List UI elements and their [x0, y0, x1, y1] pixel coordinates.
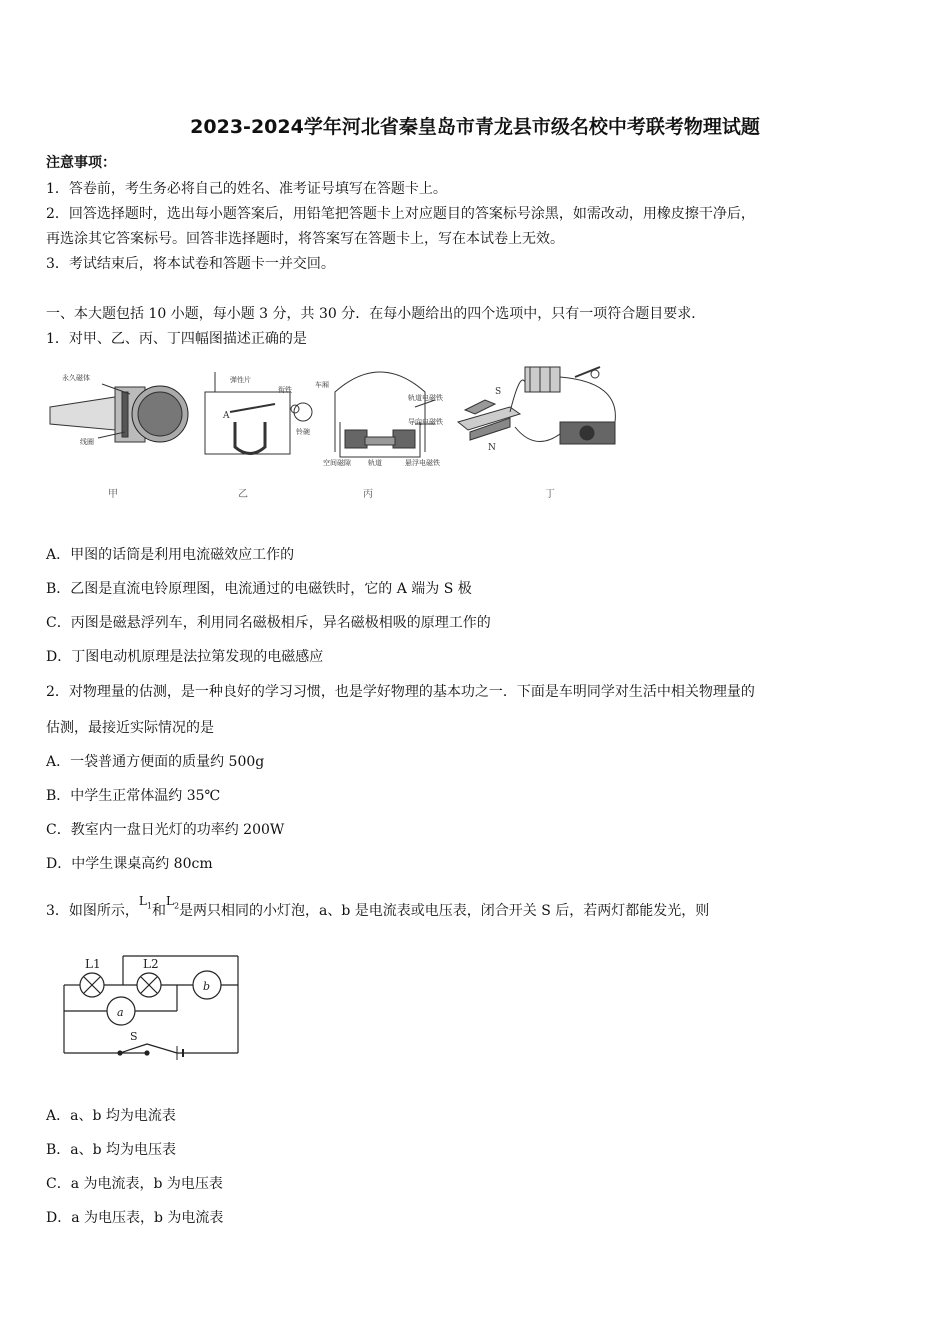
- q3-and: 和: [151, 903, 166, 919]
- figure-ding: [458, 367, 615, 444]
- page-title: 2023-2024学年河北省秦皇岛市青龙县市级名校中考联考物理试题: [190, 116, 760, 138]
- q2-option-d: D．中学生课桌高约 80cm: [46, 856, 213, 872]
- label-b: b: [203, 980, 211, 993]
- label-a: a: [117, 1006, 124, 1019]
- q3-stem-prefix: 3．如图所示，: [46, 903, 139, 919]
- question-2-stem-cont: 估测，最接近实际情况的是: [46, 720, 214, 736]
- label-rail: 轨道: [368, 459, 382, 467]
- q2-option-c: C．教室内一盘日光灯的功率约 200W: [46, 822, 285, 838]
- label-l1: L1: [85, 957, 101, 971]
- question-1-stem: 1．对甲、乙、丙、丁四幅图描述正确的是: [46, 331, 307, 347]
- label-n: N: [488, 443, 496, 453]
- q2-option-b: B．中学生正常体温约 35℃: [46, 788, 221, 804]
- figure-label-ding: 丁: [545, 489, 555, 500]
- q1-option-d: D．丁图电动机原理是法拉第发现的电磁感应: [46, 649, 324, 665]
- label-lift-magnet: 悬浮电磁铁: [405, 459, 440, 467]
- label-car: 车厢: [315, 381, 329, 389]
- notice-item: 1．答卷前，考生务必将自己的姓名、准考证号填写在答题卡上。: [46, 181, 447, 197]
- figure-label-bing: 丙: [363, 489, 373, 500]
- q1-figure: [40, 352, 640, 512]
- label-hammer: 衔铁: [278, 386, 292, 394]
- q3-circuit: [55, 950, 255, 1060]
- label-gap: 空间磁隙: [323, 459, 351, 467]
- notice-item: 2．回答选择题时，选出每小题答案后，用铅笔把答题卡上对应题目的答案标号涂黑，如需改动，用橡皮擦干净后，: [46, 206, 755, 222]
- q3-option-b: B．a、b 均为电压表: [46, 1142, 177, 1158]
- figure-label-yi: 乙: [238, 489, 248, 500]
- notice-item: 再选涂其它答案标号。回答非选择题时，将答案写在答题卡上，写在本试卷上无效。: [46, 231, 564, 247]
- q3-l2: $L_2$: [165, 894, 180, 911]
- label-spring: 弹性片: [230, 376, 251, 384]
- label-switch: S: [130, 1030, 138, 1043]
- question-3-stem: [46, 894, 710, 920]
- figure-bing: [335, 372, 435, 457]
- label-coil: 线圈: [80, 438, 94, 446]
- question-2-stem: 2．对物理量的估测，是一种良好的学习习惯，也是学好物理的基本功之一．下面是车明同学对生活中相关物理量的: [46, 684, 755, 700]
- notice-heading: 注意事项：: [46, 155, 116, 171]
- q3-l1: $L_1$: [138, 894, 152, 911]
- label-magnet: 永久磁体: [62, 374, 90, 382]
- q1-option-c: C．丙图是磁悬浮列车，利用同名磁极相斥，异名磁极相吸的原理工作的: [46, 615, 491, 631]
- label-bell: 铃碗: [296, 428, 310, 436]
- q1-option-b: B．乙图是直流电铃原理图，电流通过的电磁铁时，它的 A 端为 S 极: [46, 581, 472, 597]
- section-heading: 一、本大题包括 10 小题，每小题 3 分，共 30 分．在每小题给出的四个选项中，只有一项符合题目要求．: [46, 306, 706, 322]
- label-guide-magnet: 导向电磁铁: [408, 418, 443, 426]
- label-s: S: [495, 387, 502, 397]
- figure-label-jia: 甲: [108, 489, 118, 500]
- label-rail-magnet: 轨道电磁铁: [408, 394, 443, 402]
- q3-option-a: A．a、b 均为电流表: [46, 1108, 176, 1124]
- q3-option-d: D．a 为电压表，b 为电流表: [46, 1210, 224, 1226]
- q1-option-a: A．甲图的话筒是利用电流磁效应工作的: [46, 547, 295, 563]
- q3-stem-suffix: 是两只相同的小灯泡，a、b 是电流表或电压表，闭合开关 S 后，若两灯都能发光，则: [179, 903, 710, 919]
- q2-option-a: A．一袋普通方便面的质量约 500g: [46, 754, 265, 770]
- figure-yi: [205, 372, 312, 454]
- label-l2: L2: [143, 957, 159, 971]
- q3-option-c: C．a 为电流表，b 为电压表: [46, 1176, 223, 1192]
- figure-jia: [50, 384, 188, 442]
- notice-item: 3．考试结束后，将本试卷和答题卡一并交回。: [46, 256, 335, 272]
- label-point-a: A: [223, 411, 230, 421]
